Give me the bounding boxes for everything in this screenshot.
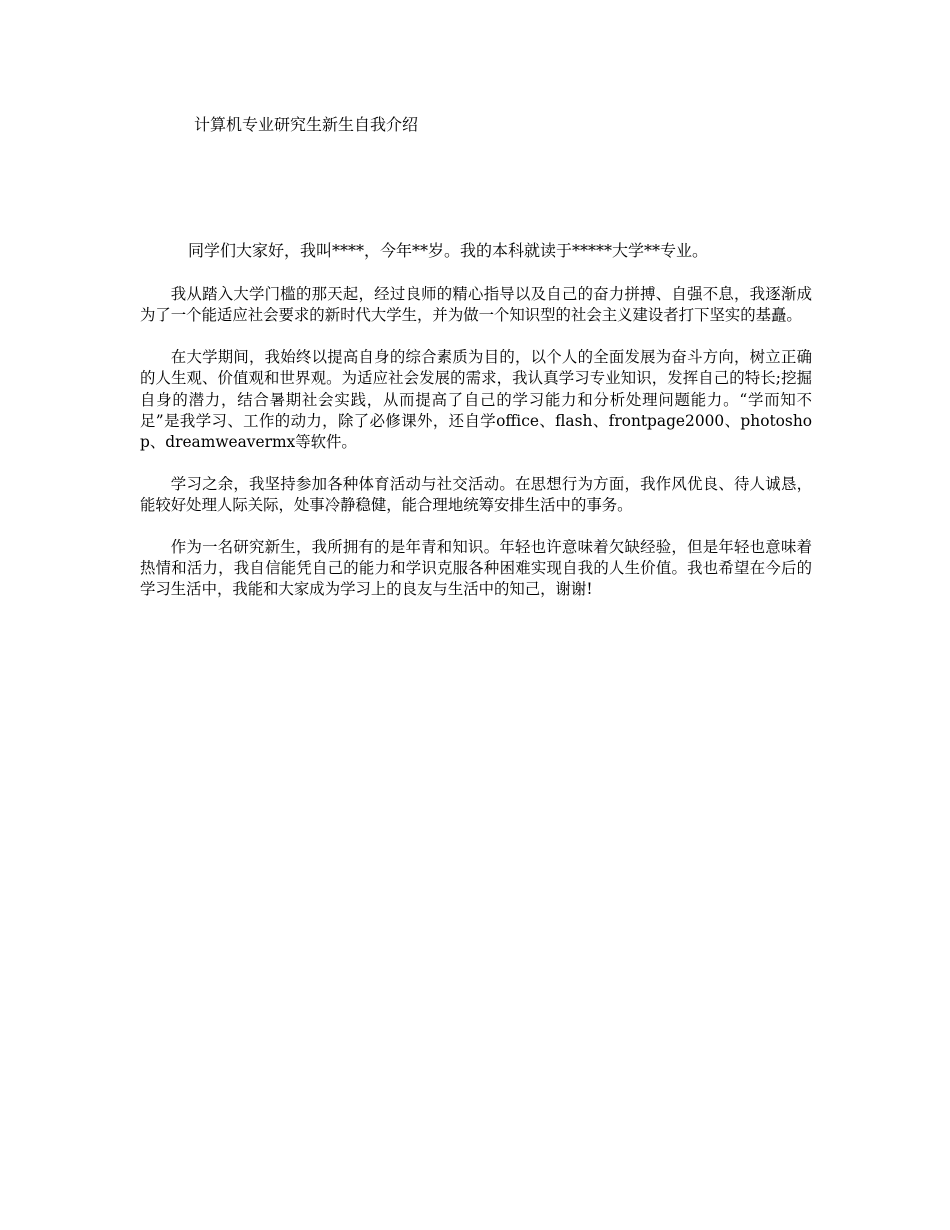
document-title: 计算机专业研究生新生自我介绍 <box>194 115 419 134</box>
greeting-line: 同学们大家好，我叫****，今年**岁。我的本科就读于*****大学**专业。 <box>188 241 709 260</box>
document-body <box>140 284 812 621</box>
paragraph-university-period: 在大学期间，我始终以提高自身的综合素质为目的，以个人的全面发展为奋斗方向，树立正确的人生观、价值观和世界观。为适应社会发展的需求，我认真学习专业知识，发挥自己的特长;挖掘自身的潜力，结合暑期社会实践，从而提高了自己的学习能力和分析处理问题能力。“学而知不足”是我学习、工作的动力，除了必修课外，还自学office、flash、frontpage2000、photoshop、dreamweavermx等软件。 <box>140 347 812 452</box>
paragraph-closing: 作为一名研究新生，我所拥有的是年青和知识。年轻也许意味着欠缺经验，但是年轻也意味着热情和活力，我自信能凭自己的能力和学识克服各种困难实现自我的人生价值。我也希望在今后的学习生活中，我能和大家成为学习上的良友与生活中的知己，谢谢! <box>140 537 812 599</box>
paragraph-university-start: 我从踏入大学门槛的那天起，经过良师的精心指导以及自己的奋力拼搏、自强不息，我逐渐成为了一个能适应社会要求的新时代大学生，并为做一个知识型的社会主义建设者打下坚实的基矗。 <box>140 285 812 325</box>
paragraph-activities: 学习之余，我坚持参加各种体育活动与社交活动。在思想行为方面，我作风优良、待人诚恳，能较好处理人际关际，处事冷静稳健，能合理地统筹安排生活中的事务。 <box>140 474 812 515</box>
